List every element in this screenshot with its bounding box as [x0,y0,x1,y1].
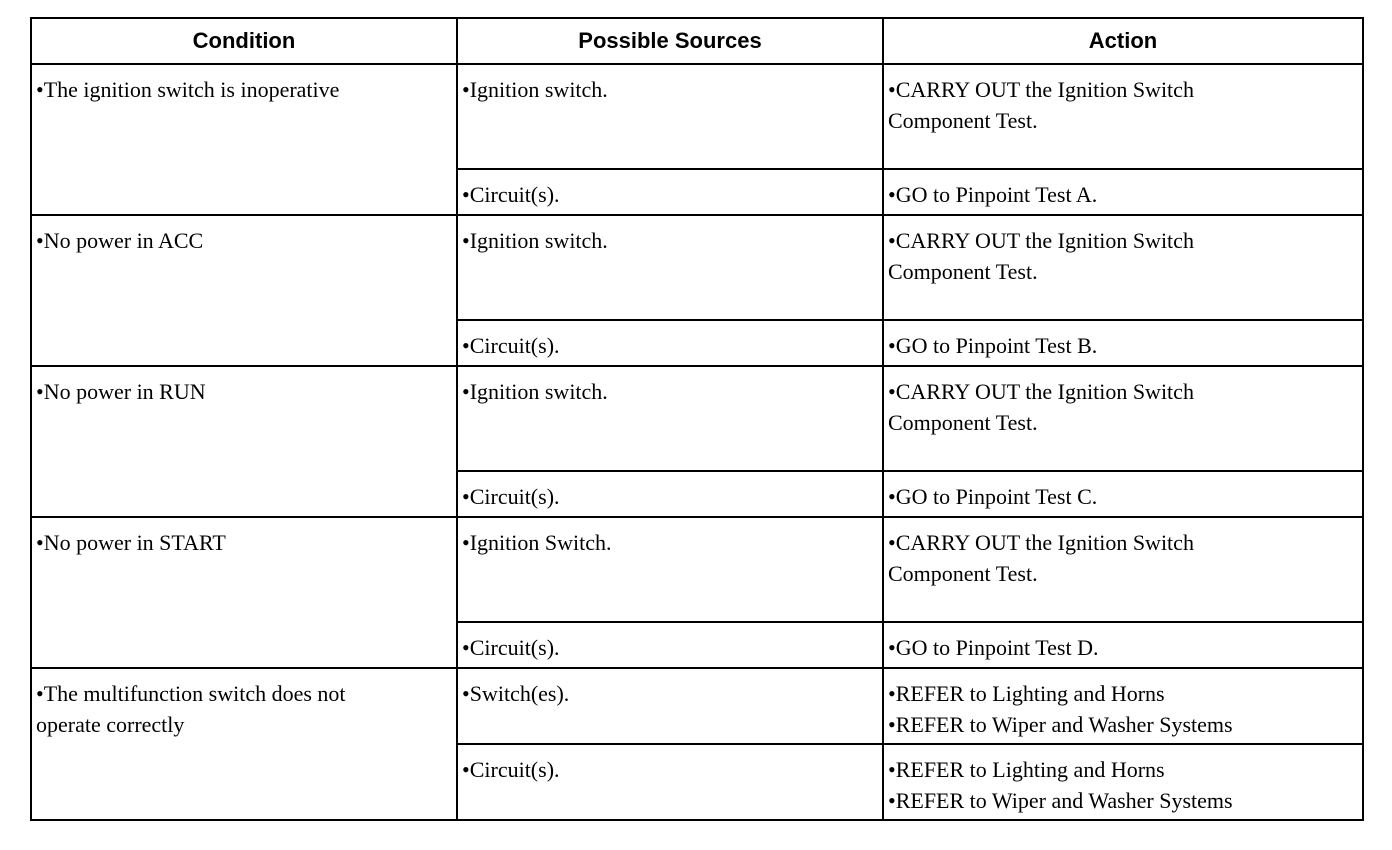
action-cell: •REFER to Lighting and Horns •REFER to Wiper and Washer Systems [883,668,1363,744]
action-cell: •GO to Pinpoint Test C. [883,471,1363,517]
source-cell: •Circuit(s). [457,320,883,366]
action-cell: •CARRY OUT the Ignition Switch Component Test. [883,517,1363,622]
header-row [31,18,1363,64]
source-cell: •Circuit(s). [457,622,883,668]
source-cell: •Circuit(s). [457,744,883,820]
condition-cell: •No power in ACC [31,215,457,366]
condition-cell: •The multifunction switch does not operate correctly [31,668,457,820]
table-row [31,517,1363,622]
action-cell: •GO to Pinpoint Test D. [883,622,1363,668]
header-possible-sources: Possible Sources [457,18,883,64]
table-row [31,366,1363,471]
source-cell: •Ignition Switch. [457,517,883,622]
action-cell: •GO to Pinpoint Test A. [883,169,1363,215]
condition-cell: •No power in RUN [31,366,457,517]
source-cell: •Switch(es). [457,668,883,744]
header-condition: Condition [31,18,457,64]
source-cell: •Circuit(s). [457,471,883,517]
source-cell: •Ignition switch. [457,64,883,169]
table-row [31,215,1363,320]
source-cell: •Circuit(s). [457,169,883,215]
diagnosis-table [30,17,1364,821]
source-cell: •Ignition switch. [457,366,883,471]
action-cell: •CARRY OUT the Ignition Switch Component Test. [883,366,1363,471]
action-cell: •CARRY OUT the Ignition Switch Component Test. [883,215,1363,320]
action-cell: •GO to Pinpoint Test B. [883,320,1363,366]
condition-cell: •No power in START [31,517,457,668]
action-cell: •REFER to Lighting and Horns •REFER to Wiper and Washer Systems [883,744,1363,820]
source-cell: •Ignition switch. [457,215,883,320]
table-row [31,668,1363,744]
action-cell: •CARRY OUT the Ignition Switch Component Test. [883,64,1363,169]
header-action: Action [883,18,1363,64]
table-row [31,64,1363,169]
condition-cell: •The ignition switch is inoperative [31,64,457,215]
